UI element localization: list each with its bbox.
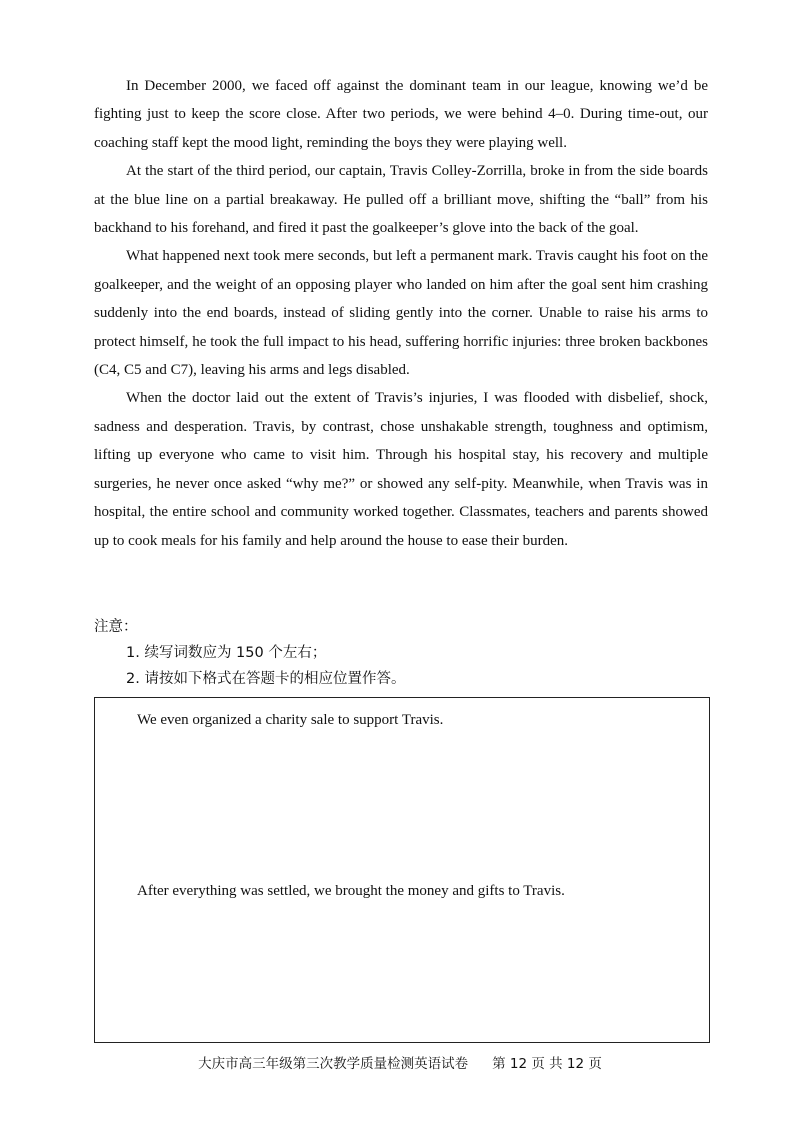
footer-exam-title: 大庆市高三年级第三次教学质量检测英语试卷 — [198, 1056, 469, 1072]
instructions-notes — [94, 614, 708, 692]
note-item-answer-format: 2. 请按如下格式在答题卡的相应位置作答。 — [126, 671, 406, 687]
passage-paragraph-4: When the doctor laid out the extent of Travis’s injuries, I was flooded with disbelief, shock, sadness and desperation. Travis, by contrast, chose unshakable strength, toughness and optimism, lifting up everyone who came to visit him. Through his hospital stay, his recovery and multiple surgeries, he never once asked “why me?” or showed any self-pity. Meanwhile, when Travis was in hospital, the entire school and community worked together. Classmates, teachers and parents showed up to cook meals for his family and help around the house to ease their burden. — [94, 390, 708, 549]
notes-heading: 注意： — [94, 619, 138, 635]
note-item-word-count: 1. 续写词数应为 150 个左右； — [126, 645, 327, 661]
paragraph-opening-line-2: After everything was settled, we brought the money and gifts to Travis. — [137, 883, 565, 899]
answer-writing-box[interactable] — [94, 697, 710, 1043]
passage-paragraph-3: What happened next took mere seconds, but left a permanent mark. Travis caught his foot on the goalkeeper, and the weight of an opposing player who landed on him after the goal sent him crashing suddenly into the end boards, instead of sliding gently into the corner. Unable to raise his arms to protect himself, he took the full impact to his head, suffering horrific injuries: three broken backbones (C4, C5 and C7), leaving his arms and legs disabled. — [94, 248, 708, 379]
paragraph-opening-line-1: We even organized a charity sale to support Travis. — [137, 712, 444, 728]
footer-page-number: 第 12 页 共 12 页 — [492, 1056, 602, 1072]
reading-passage — [94, 72, 708, 555]
passage-paragraph-2: At the start of the third period, our captain, Travis Colley-Zorrilla, broke in from the side boards at the blue line on a partial breakaway. He pulled off a brilliant move, shifting the “ball” from his backhand to his forehand, and fired it past the goalkeeper’s glove into the back of the goal. — [94, 163, 708, 237]
page-footer — [0, 1054, 800, 1074]
passage-paragraph-1: In December 2000, we faced off against the dominant team in our league, knowing we’d be fighting just to keep the score close. After two periods, we were behind 4–0. During time-out, our coaching staff kept the mood light, reminding the boys they were playing well. — [94, 78, 708, 151]
